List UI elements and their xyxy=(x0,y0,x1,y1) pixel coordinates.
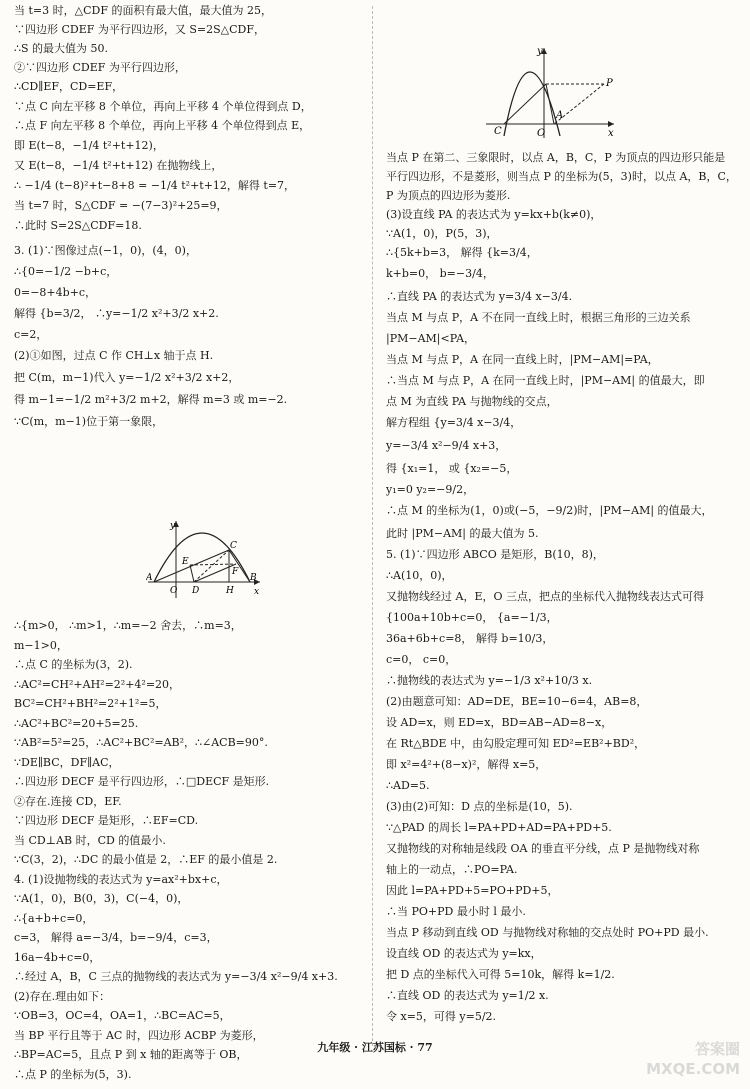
left-line: ∴{m>0， ∴m>1，∴m=−2 舍去，∴m=3， xyxy=(14,619,242,632)
right-line: ∴抛物线的表达式为 y=−1/3 x²+10/3 x. xyxy=(386,674,593,687)
page-footer: 九年级 · 江苏国标 · 77 xyxy=(317,1041,433,1054)
fig2-label-b: B xyxy=(250,573,257,583)
left-line: ∵点 C 向左平移 8 个单位，再向上平移 4 个单位得到点 D， xyxy=(14,100,312,113)
right-line: 因此 l=PA+PD+5=PO+PD+5， xyxy=(386,884,559,897)
left-line: ∴AC²=CH²+AH²=2²+4²=20， xyxy=(14,677,181,691)
left-line: ∴{0=−1/2 −b+c， xyxy=(14,265,118,278)
fig1-label-a: A xyxy=(556,110,564,121)
left-line: 得 m−1=−1/2 m²+3/2 m+2，解得 m=3 或 m=−2. xyxy=(14,393,288,406)
left-line: 解得 {b=3/2， ∴y=−1/2 x²+3/2 x+2. xyxy=(14,307,219,320)
left-line: (2)①如图，过点 C 作 CH⊥x 轴于点 H. xyxy=(14,349,214,362)
left-line: ∴四边形 DECF 是平行四边形，∴□DECF 是矩形. xyxy=(14,775,270,788)
right-line: 把 D 点的坐标代入可得 5=10k，解得 k=1/2. xyxy=(386,968,615,981)
right-line: ∴当 PO+PD 最小时 l 最小. xyxy=(386,905,526,918)
right-line: y=−3/4 x²−9/4 x+3， xyxy=(386,439,507,452)
right-line: 设 AD=x，则 ED=x，BD=AB−AD=8−x， xyxy=(386,716,613,729)
left-line: ∵C(m，m−1)位于第一象限， xyxy=(14,415,164,428)
left-line: 把 C(m，m−1)代入 y=−1/2 x²+3/2 x+2， xyxy=(14,371,240,384)
fig2-label-x: x xyxy=(254,587,260,597)
watermark: 答案圈 MXQE.COM xyxy=(646,1040,740,1078)
right-line: 平行四边形，不是菱形，则当点 P 的坐标为(5，3)时，以点 A，B，C， xyxy=(386,170,737,183)
left-line: ∴AC²+BC²=20+5=25. xyxy=(14,716,139,730)
left-line: ②∵四边形 CDEF 为平行四边形， xyxy=(14,61,186,74)
fig1-label-p: P xyxy=(606,78,613,89)
right-line: ∴直线 OD 的表达式为 y=1/2 x. xyxy=(386,989,549,1002)
right-line: ∴直线 PA 的表达式为 y=3/4 x−3/4. xyxy=(386,290,573,303)
right-line: 当点 M 与点 P，A 在同一直线上时，|PM−AM|=PA， xyxy=(386,353,659,366)
right-line: 轴上的一动点，∴PO=PA. xyxy=(386,863,518,876)
left-line: 当 t=7 时，S△CDF = −(7−3)²+25=9， xyxy=(14,199,228,212)
left-line: ∴{a+b+c=0， xyxy=(14,911,94,925)
right-line: 5. (1)∵四边形 ABCO 是矩形，B(10，8)， xyxy=(386,548,604,561)
left-line: ∵DE∥BC，DF∥AC， xyxy=(14,755,120,769)
right-line: |PM−AM|<PA， xyxy=(386,332,476,345)
left-line: ∴点 F 向左平移 8 个单位，再向上平移 4 个单位得到点 E， xyxy=(14,119,311,132)
left-line: ∵AB²=5²=25，∴AC²+BC²=AB²，∴∠ACB=90°. xyxy=(14,736,268,749)
right-line: 设直线 OD 的表达式为 y=kx， xyxy=(386,947,542,960)
left-line: 0=−8+4b+c， xyxy=(14,286,97,299)
left-line: ∴ −1/4 (t−8)²+t−8+8 = −1/4 t²+t+12，解得 t=7， xyxy=(14,179,296,192)
right-line: P 为顶点的四边形为菱形. xyxy=(386,189,511,202)
right-line: 得 {x₁=1， 或 {x₂=−5， xyxy=(386,462,518,475)
left-line: 4. (1)设抛物线的表达式为 y=ax²+bx+c， xyxy=(14,872,228,886)
left-line: (2)存在.理由如下： xyxy=(14,989,111,1003)
left-line: 又 E(t−8，−1/4 t²+t+12) 在抛物线上， xyxy=(14,159,223,172)
left-line: 当 CD⊥AB 时，CD 的值最小. xyxy=(14,833,166,847)
left-line: 即 E(t−8，−1/4 t²+t+12)， xyxy=(14,139,164,152)
right-line: (3)设直线 PA 的表达式为 y=kx+b(k≠0)， xyxy=(386,208,602,221)
right-line: ∴AD=5. xyxy=(386,779,430,792)
left-line: ∴此时 S=2S△CDF=18. xyxy=(14,219,142,232)
left-line: ∴BP=AC=5，且点 P 到 x 轴的距离等于 OB， xyxy=(14,1048,248,1061)
right-line: 当点 M 与点 P，A 不在同一直线上时，根据三角形的三边关系 xyxy=(386,311,691,324)
left-line: BC²=CH²+BH²=2²+1²=5， xyxy=(14,697,167,710)
right-line: ∴点 M 的坐标为(1，0)或(−5，−9/2)时，|PM−AM| 的值最大， xyxy=(386,504,713,517)
column-divider xyxy=(372,6,373,1046)
right-line: {100a+10b+c=0， {a=−1/3， xyxy=(386,611,558,624)
right-line: ∴A(10，0)， xyxy=(386,569,453,582)
right-line: ∵A(1，0)，P(5，3)， xyxy=(386,227,498,240)
left-line: ∴点 C 的坐标为(3，2). xyxy=(14,658,133,671)
left-line: 当 t=3 时，△CDF 的面积有最大值，最大值为 25， xyxy=(14,4,272,17)
right-line: (3)由(2)可知：D 点的坐标是(10，5). xyxy=(386,800,573,813)
right-line: ∴当点 M 与点 P，A 在同一直线上时，|PM−AM| 的值最大，即 xyxy=(386,374,705,387)
right-line: 点 M 为直线 PA 与抛物线的交点， xyxy=(386,395,558,408)
left-line: ∵四边形 DECF 是矩形，∴EF=CD. xyxy=(14,814,199,827)
right-line: k+b=0， b=−3/4， xyxy=(386,267,494,280)
fig1-label-o: O xyxy=(537,128,546,139)
left-line: 3. (1)∵图像过点(−1，0)，(4，0)， xyxy=(14,244,197,257)
fig1-label-y: y xyxy=(537,46,543,57)
left-line: ∵A(1，0)，B(0，3)，C(−4，0)， xyxy=(14,892,189,905)
left-line: 当 BP 平行且等于 AC 时，四边形 ACBP 为菱形， xyxy=(14,1028,264,1042)
right-line: ∵△PAD 的周长 l=PA+PD+AD=PA+PD+5. xyxy=(386,821,612,834)
right-line: 当点 P 移动到直线 OD 与抛物线对称轴的交点处时 PO+PD 最小. xyxy=(386,926,709,939)
fig2-label-o: O xyxy=(170,586,178,596)
right-line: 36a+6b+c=8， 解得 b=10/3， xyxy=(386,632,554,645)
right-line: 又抛物线经过 A，E，O 三点，把点的坐标代入抛物线表达式可得 xyxy=(386,590,704,603)
left-line: 16a−4b+c=0， xyxy=(14,950,101,964)
right-line: y₁=0 y₂=−9/2， xyxy=(386,483,475,496)
fig2-label-h: H xyxy=(226,586,234,596)
left-line: ∴CD∥EF，CD=EF， xyxy=(14,80,124,93)
left-line: ∴点 P 的坐标为(5，3). xyxy=(14,1067,132,1081)
fig2-label-e: E xyxy=(182,557,189,567)
left-line: c=2， xyxy=(14,328,48,341)
right-line: c=0， c=0， xyxy=(386,653,457,666)
left-line: ②存在.连接 CD，EF. xyxy=(14,794,122,808)
left-line: m−1>0， xyxy=(14,638,68,652)
left-line: c=3， 解得 a=−3/4，b=−9/4，c=3， xyxy=(14,931,218,944)
fig2-label-c: C xyxy=(230,541,237,551)
left-line: ∴经过 A，B，C 三点的抛物线的表达式为 y=−3/4 x²−9/4 x+3. xyxy=(14,970,338,983)
figure-parabola-rectangle xyxy=(146,518,264,602)
fig1-label-x: x xyxy=(608,128,614,139)
fig1-label-c: C xyxy=(494,126,502,137)
left-line: ∵OB=3，OC=4，OA=1，∴BC=AC=5， xyxy=(14,1009,231,1022)
fig2-label-a: A xyxy=(146,573,153,583)
right-line: 又抛物线的对称轴是线段 OA 的垂直平分线，点 P 是抛物线对称 xyxy=(386,842,700,855)
right-line: 令 x=5，可得 y=5/2. xyxy=(386,1010,497,1023)
left-line: ∵C(3，2)，∴DC 的最小值是 2，∴EF 的最小值是 2. xyxy=(14,853,278,866)
right-line: (2)由题意可知：AD=DE，BE=10−6=4，AB=8， xyxy=(386,695,648,708)
fig2-label-y: y xyxy=(170,521,176,531)
right-line: 当点 P 在第二、三象限时，以点 A，B，C，P 为顶点的四边形只能是 xyxy=(386,151,726,164)
fig2-label-f: F xyxy=(232,567,239,577)
left-line: ∵四边形 CDEF 为平行四边形，又 S=2S△CDF， xyxy=(14,23,266,36)
figure-parabola-rhombus xyxy=(482,44,622,140)
right-line: 此时 |PM−AM| 的最大值为 5. xyxy=(386,527,539,540)
fig2-label-d: D xyxy=(192,586,200,596)
right-line: ∴{5k+b=3， 解得 {k=3/4， xyxy=(386,246,538,259)
left-line: ∴S 的最大值为 50. xyxy=(14,42,109,55)
right-line: 在 Rt△BDE 中，由勾股定理可知 ED²=EB²+BD²， xyxy=(386,737,646,750)
right-line: 解方程组 {y=3/4 x−3/4， xyxy=(386,416,522,429)
right-line: 即 x²=4²+(8−x)²，解得 x=5， xyxy=(386,758,547,771)
